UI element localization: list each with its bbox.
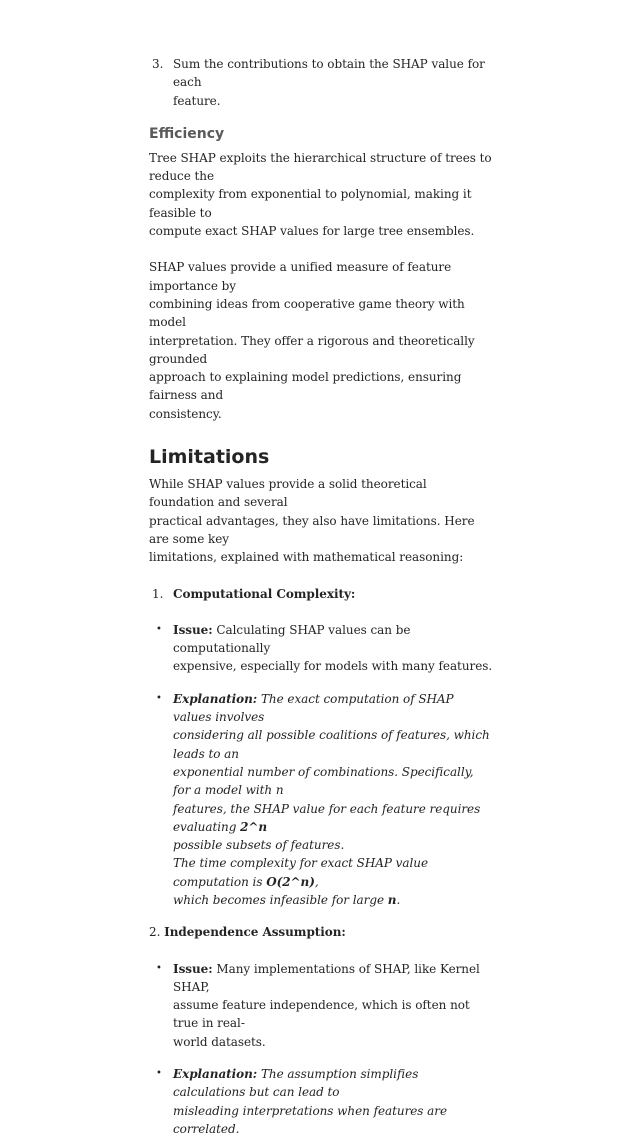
explanation-text: The assumption simplifies calculations but can lead to xyxy=(173,1067,419,1100)
explanation-text: features, the SHAP value for each feature requires evaluating xyxy=(173,801,481,834)
list-item-independence-assumption xyxy=(149,923,494,941)
issue-text: Calculating SHAP values can be computationally xyxy=(173,622,411,656)
article-content xyxy=(149,55,494,1138)
explanation-label: Explanation: xyxy=(173,1067,258,1082)
bullet-icon: • xyxy=(156,692,162,704)
paragraph-line: complexity from exponential to polynomial, making it feasible to xyxy=(149,187,472,220)
paragraph-line: compute exact SHAP values for large tree ensembles. xyxy=(149,224,475,239)
paragraph-line: approach to explaining model predictions, ensuring fairness and xyxy=(149,370,462,403)
bullet-explanation-complexity xyxy=(149,690,494,910)
item-title: Computational Complexity: xyxy=(173,586,356,601)
explanation-text: exponential number of combinations. Specifically, for a model with n xyxy=(173,764,474,798)
explanation-text: which becomes infeasible for large xyxy=(173,892,388,907)
efficiency-heading: Efficiency xyxy=(149,125,225,142)
list-marker: 2. xyxy=(149,925,161,940)
issue-text: world datasets. xyxy=(173,1034,266,1049)
explanation-text: , xyxy=(314,874,319,889)
issue-text: assume feature independence, which is often not true in real- xyxy=(173,998,470,1031)
issue-text: expensive, especially for models with many features. xyxy=(173,659,493,674)
efficiency-paragraph xyxy=(149,149,494,240)
limitations-heading: Limitations xyxy=(149,446,270,469)
issue-text: Many implementations of SHAP, like Kernel SHAP, xyxy=(173,961,480,994)
list-line: Sum the contributions to obtain the SHAP value for each xyxy=(173,57,485,90)
paragraph-line: practical advantages, they also have limitations. Here are some key xyxy=(149,513,475,546)
math-2-power-n: 2^n xyxy=(240,819,268,834)
item-title: Independence Assumption: xyxy=(164,925,346,940)
explanation-text: misleading interpretations when features are correlated. xyxy=(173,1103,448,1136)
explanation-text: considering all possible coalitions of features, which leads to an xyxy=(173,728,490,761)
bullet-issue-independence xyxy=(149,960,494,1051)
paragraph-line: Tree SHAP exploits the hierarchical structure of trees to reduce the xyxy=(149,150,492,184)
bullet-issue-complexity xyxy=(149,621,494,676)
math-n: n xyxy=(387,892,397,907)
paragraph-line: SHAP values provide a unified measure of feature importance by xyxy=(149,260,452,293)
list-marker: 3. xyxy=(152,57,164,71)
paragraph-line: limitations, explained with mathematical reasoning: xyxy=(149,550,464,565)
paragraph-line: combining ideas from cooperative game theory with model xyxy=(149,296,465,330)
list-line: feature. xyxy=(173,93,221,108)
paragraph-line: While SHAP values provide a solid theoretical foundation and several xyxy=(149,477,427,510)
paragraph-line: interpretation. They offer a rigorous and theoretically grounded xyxy=(149,333,475,366)
issue-label: Issue: xyxy=(173,961,213,976)
list-item-sum-contributions xyxy=(149,55,494,110)
list-item-computational-complexity xyxy=(149,585,494,603)
explanation-text: possible subsets of features. xyxy=(173,838,345,853)
bullet-icon: • xyxy=(156,1068,162,1080)
bullet-explanation-independence xyxy=(149,1065,494,1138)
explanation-text: The exact computation of SHAP values involves xyxy=(173,691,454,725)
limitations-intro xyxy=(149,475,494,566)
explanation-label: Explanation: xyxy=(173,691,258,706)
bullet-icon: • xyxy=(156,962,162,974)
bullet-icon: • xyxy=(156,623,162,635)
paragraph-line: consistency. xyxy=(149,406,222,421)
list-marker: 1. xyxy=(152,586,164,601)
explanation-text: The time complexity for exact SHAP value computation is xyxy=(173,856,429,889)
summary-paragraph xyxy=(149,258,494,423)
math-big-o: O(2^n) xyxy=(266,874,315,889)
issue-label: Issue: xyxy=(173,622,213,637)
explanation-text: . xyxy=(396,892,401,907)
